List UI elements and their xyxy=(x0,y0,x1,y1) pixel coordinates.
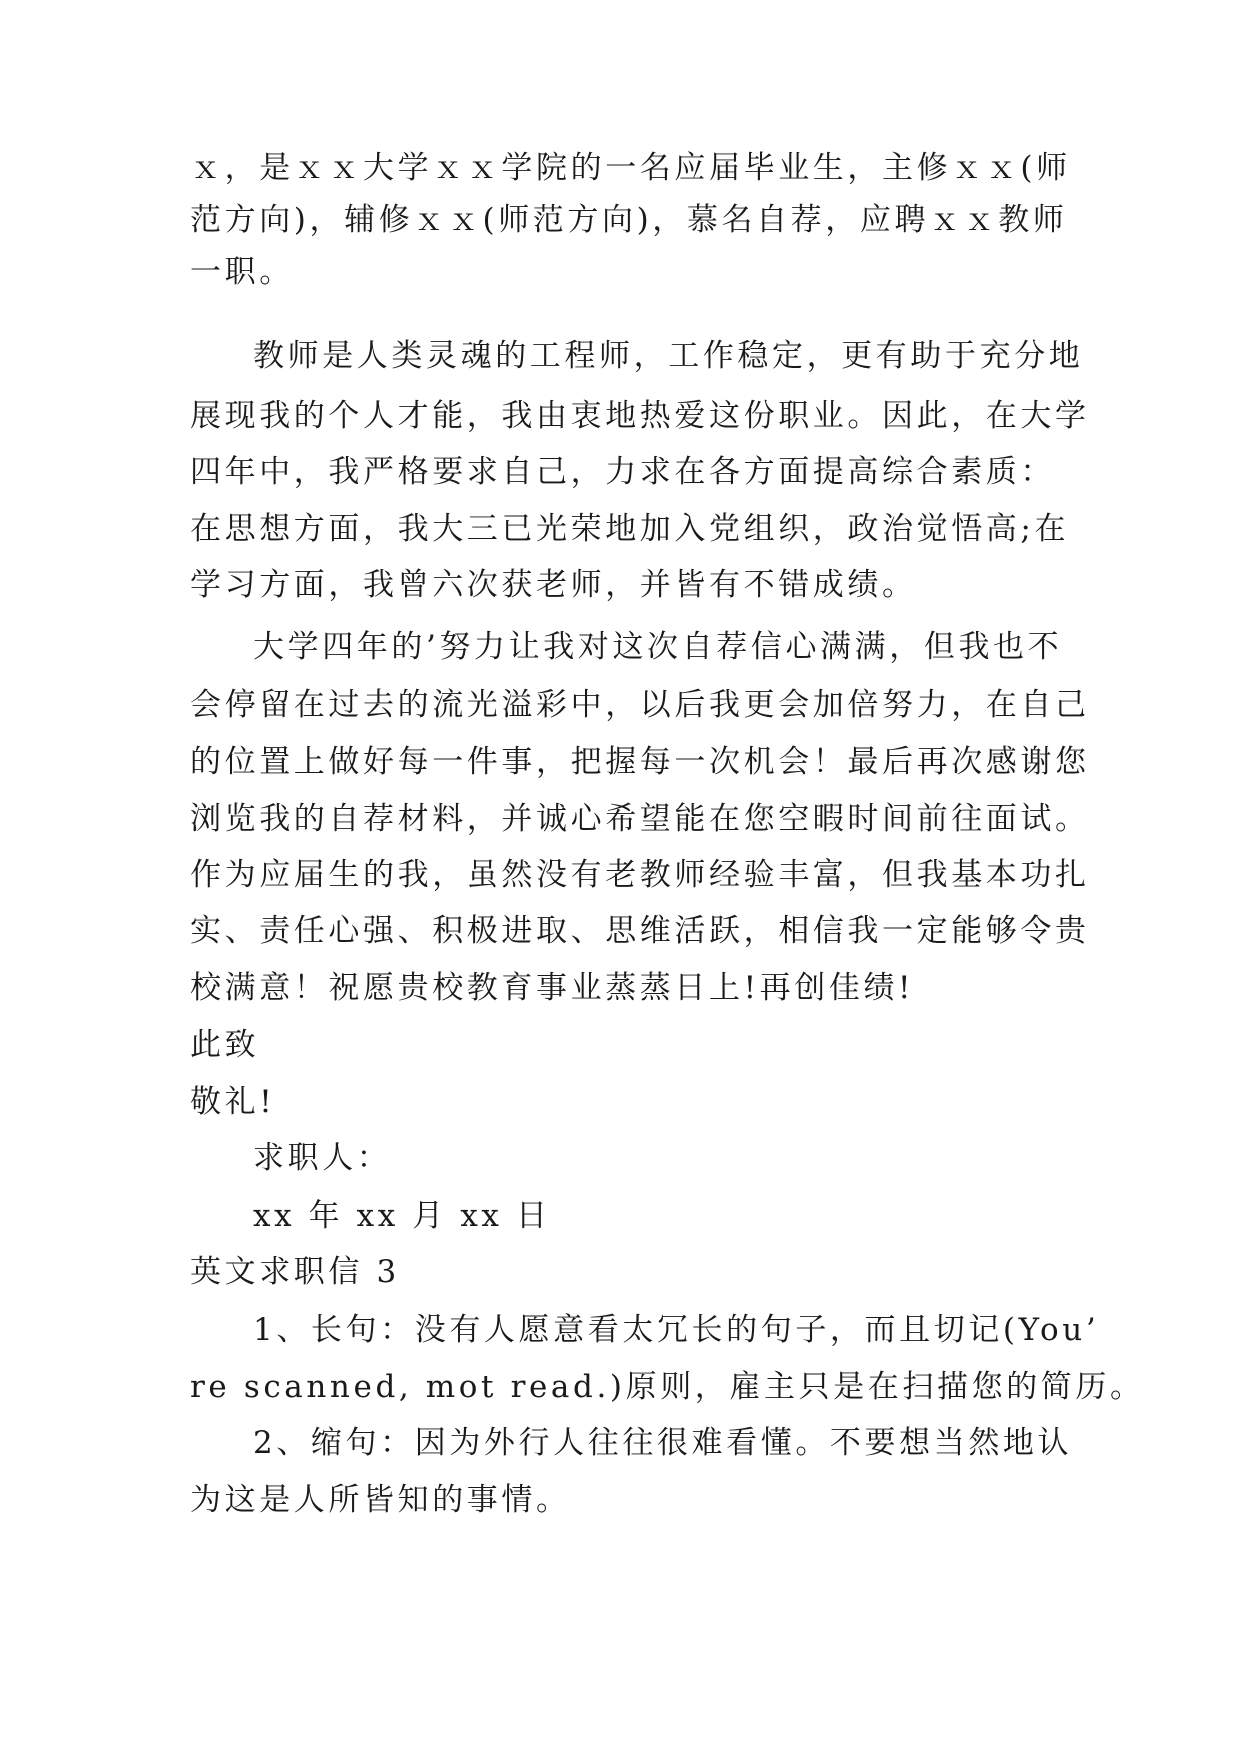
text-line: 在思想方面，我大三已光荣地加入党组织，政治觉悟高;在 xyxy=(190,511,1070,547)
paragraph-start-line: 2、缩句：因为外行人往往很难看懂。不要想当然地认 xyxy=(253,1425,1073,1461)
text-line: 范方向)，辅修ｘｘ(师范方向)，慕名自荐，应聘ｘｘ教师 xyxy=(190,202,1068,238)
signature-label: 求职人： xyxy=(253,1140,392,1176)
text-line: 校满意！祝愿贵校教育事业蒸蒸日上!再创佳绩! xyxy=(190,970,915,1006)
text-line: 浏览我的自荐材料，并诚心希望能在您空暇时间前往面试。 xyxy=(190,801,1090,837)
text-line: re scanned, mot read.)原则，雇主只是在扫描您的简历。 xyxy=(190,1369,1145,1405)
text-line: ｘ，是ｘｘ大学ｘｘ学院的一名应届毕业生，主修ｘｘ(师 xyxy=(190,150,1071,186)
paragraph-start-line: 教师是人类灵魂的工程师，工作稳定，更有助于充分地 xyxy=(253,338,1084,374)
paragraph-start-line: 大学四年的’努力让我对这次自荐信心满满，但我也不 xyxy=(253,629,1063,665)
closing-line: 此致 xyxy=(190,1027,260,1063)
text-line: 实、责任心强、积极进取、思维活跃，相信我一定能够令贵 xyxy=(190,913,1090,949)
text-line: 展现我的个人才能，我由衷地热爱这份职业。因此，在大学 xyxy=(190,398,1090,434)
paragraph-start-line: 1、长句：没有人愿意看太冗长的句子，而且切记(You’ xyxy=(253,1312,1100,1348)
text-line: 一职。 xyxy=(190,254,294,290)
section-heading: 英文求职信 3 xyxy=(190,1254,400,1290)
text-line: 作为应届生的我，虽然没有老教师经验丰富，但我基本功扎 xyxy=(190,857,1090,893)
text-line: 四年中，我严格要求自己，力求在各方面提高综合素质： xyxy=(190,454,1055,490)
text-line: 的位置上做好每一件事，把握每一次机会！最后再次感谢您 xyxy=(190,744,1090,780)
text-line: 为这是人所皆知的事情。 xyxy=(190,1482,571,1518)
text-line: 会停留在过去的流光溢彩中，以后我更会加倍努力，在自己 xyxy=(190,687,1090,723)
salutation-line: 敬礼! xyxy=(190,1084,276,1120)
date-line: xx 年 xx 月 xx 日 xyxy=(253,1198,551,1234)
text-line: 学习方面，我曾六次获老师，并皆有不错成绩。 xyxy=(190,567,917,603)
